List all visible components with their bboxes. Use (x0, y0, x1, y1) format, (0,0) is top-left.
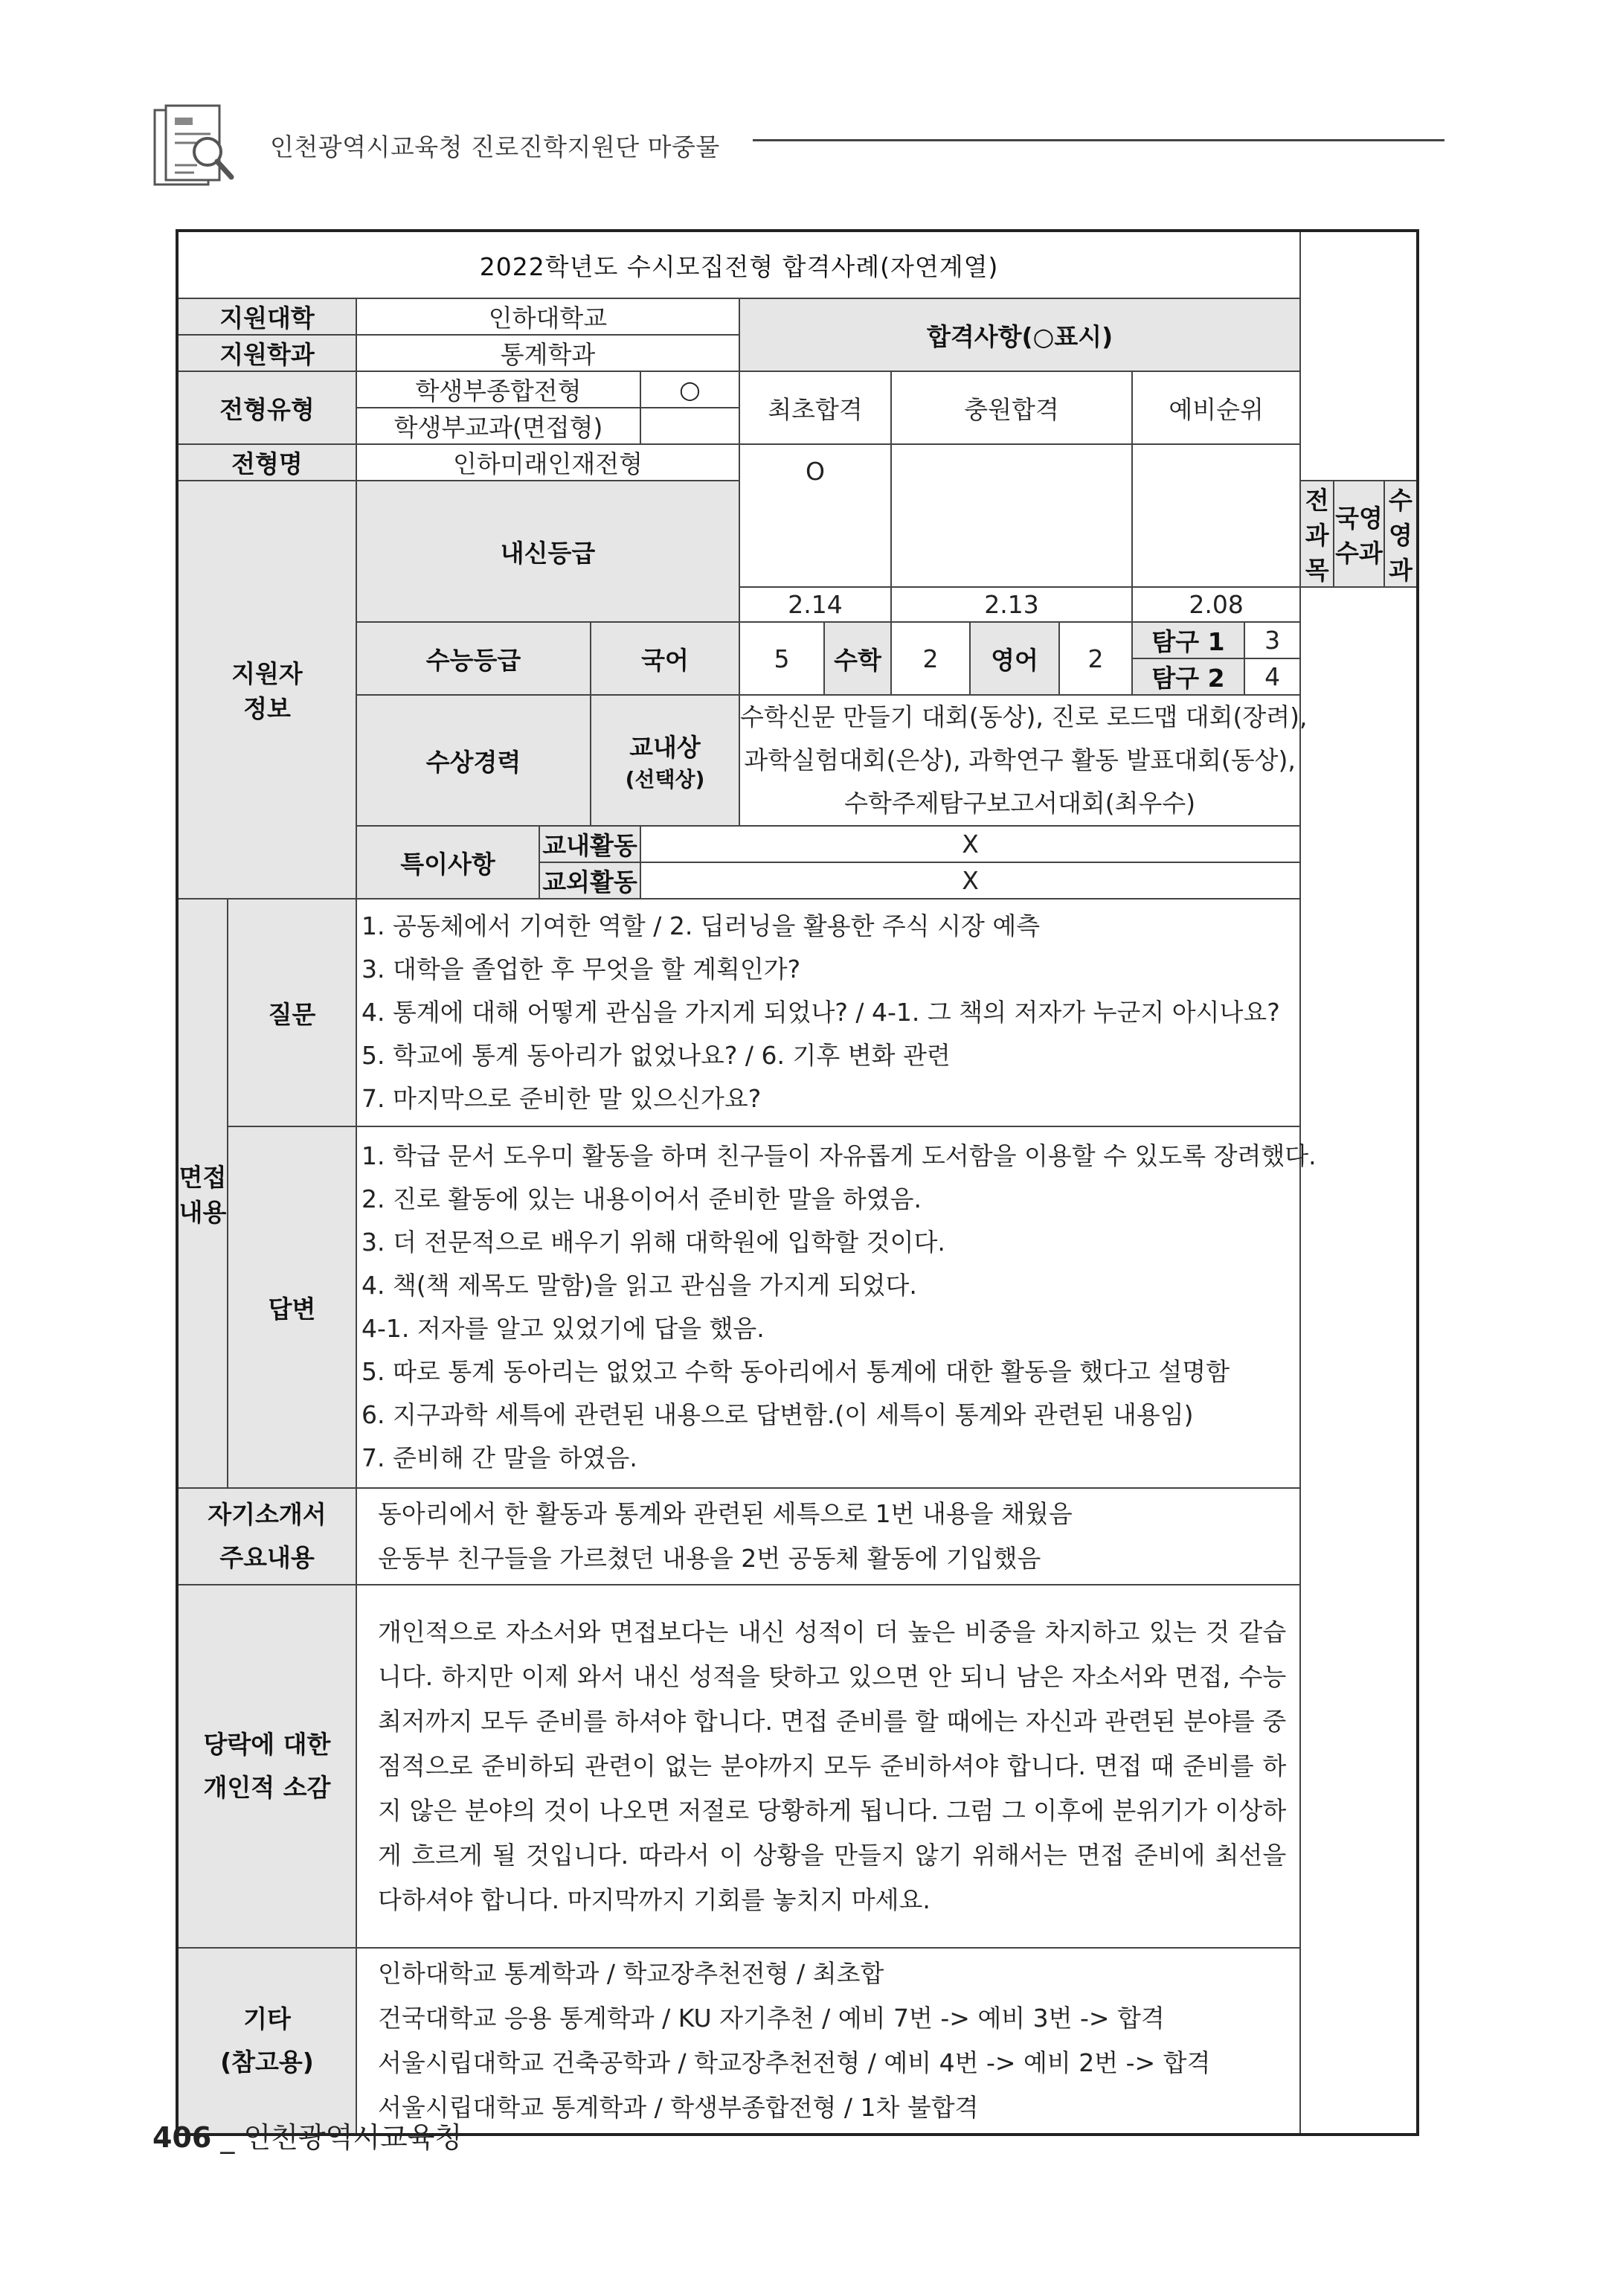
gpa-value-mes: 2.08 (1132, 587, 1300, 622)
in-school-label: 교내활동 (539, 826, 640, 862)
question-item: 4. 통계에 대해 어떻게 관심을 가지게 되었나? / 4-1. 그 책의 저자가 누군지 아시나요? (361, 998, 1280, 1027)
page-footer (152, 2114, 462, 2155)
footer-separator: _ (220, 2121, 235, 2154)
other-line: 인하대학교 통계학과 / 학교장추천전형 / 최초합 (378, 1959, 884, 1988)
other-line: 서울시립대학교 통계학과 / 학생부종합전형 / 1차 불합격 (378, 2093, 979, 2122)
answer-item: 4. 책(책 제목도 말함)을 읽고 관심을 가지게 되었다. (361, 1271, 917, 1300)
answer-item: 3. 더 전문적으로 배우기 위해 대학원에 입학할 것이다. (361, 1228, 945, 1257)
korean-value: 5 (739, 622, 824, 695)
document-title: 2022학년도 수시모집전형 합격사례(자연계열) (177, 231, 1300, 298)
question-item: 3. 대학을 졸업한 후 무엇을 할 계획인가? (361, 955, 801, 984)
result-col-waitlist: 예비순위 (1132, 371, 1300, 444)
other-label-line1: 기타 (243, 2004, 291, 2033)
univ-label: 지원대학 (177, 298, 356, 335)
dept-label: 지원학과 (177, 335, 356, 371)
opinion-label-line1: 당락에 대한 (203, 1730, 331, 1759)
answer-item: 4-1. 저자를 알고 있었기에 답을 했음. (361, 1314, 765, 1343)
self-intro-label-line1: 자기소개서 (208, 1500, 327, 1529)
self-intro-label-line2: 주요내용 (219, 1543, 315, 1572)
inquiry2-label: 탐구 2 (1132, 658, 1244, 695)
english-value: 2 (1059, 622, 1132, 695)
answer-item: 2. 진로 활동에 있는 내용이어서 준비한 말을 하였음. (361, 1184, 922, 1213)
self-intro-label (177, 1488, 356, 1585)
other-label-line2: (참고용) (220, 2048, 314, 2077)
interview-label-line1: 면접 (179, 1163, 227, 1192)
document-search-icon (152, 104, 238, 187)
answer-item: 1. 학급 문서 도우미 활동을 하며 친구들이 자유롭게 도서함을 이용할 수 있도록 장려했다. (361, 1141, 1317, 1170)
award-sub1: 교내상 (629, 732, 701, 762)
answer-label: 답변 (228, 1126, 356, 1488)
question-item: 5. 학교에 통계 동아리가 없었나요? / 6. 기후 변화 관련 (361, 1041, 951, 1070)
header-title: 인천광역시교육청 진로진학지원단 마중물 (270, 132, 720, 161)
dept-value: 통계학과 (356, 335, 739, 371)
univ-value: 인하대학교 (356, 298, 739, 335)
result-value-initial: O (739, 444, 891, 587)
page-number: 406 (152, 2121, 212, 2154)
question-label: 질문 (228, 899, 356, 1126)
award-list (739, 695, 1308, 826)
gpa-value-all: 2.14 (739, 587, 891, 622)
interview-label (177, 899, 228, 1488)
result-col-additional: 충원합격 (891, 371, 1132, 444)
type-option-label: 학생부종합전형 (356, 371, 640, 408)
inquiry2-value: 4 (1244, 658, 1300, 695)
english-label: 영어 (970, 622, 1059, 695)
answer-item: 5. 따로 통계 동아리는 없었고 수학 동아리에서 통계에 대한 활동을 했다고 설명함 (361, 1357, 1230, 1386)
special-label: 특이사항 (356, 826, 539, 899)
result-col-initial: 최초합격 (739, 371, 891, 444)
question-item: 7. 마지막으로 준비한 말 있으신가요? (361, 1084, 762, 1113)
result-value-additional (891, 444, 1132, 587)
answer-list (356, 1126, 1317, 1488)
result-value-waitlist (1132, 444, 1300, 587)
question-item: 1. 공동체에서 기여한 역할 / 2. 딥러닝을 활용한 주식 시장 예측 (361, 911, 1041, 940)
gpa-header-all: 전과목 (1300, 481, 1334, 587)
out-school-value: X (640, 862, 1300, 899)
answer-item: 6. 지구과학 세특에 관련된 내용으로 답변함.(이 세특이 통계와 관련된 내용임) (361, 1400, 1194, 1429)
interview-label-line2: 내용 (179, 1198, 227, 1227)
other-line: 서울시립대학교 건축공학과 / 학교장추천전형 / 예비 4번 -> 예비 2번 -> 합격 (378, 2048, 1211, 2077)
math-value: 2 (891, 622, 970, 695)
award-sub2: (선택상) (625, 766, 705, 792)
opinion-text: 개인적으로 자소서와 면접보다는 내신 성적이 더 높은 비중을 차지하고 있는 것 같습니다. 하지만 이제 와서 내신 성적을 탓하고 있으면 안 되니 남은 자소서와 면접, 수능 최저까지 모두 준비를 하셔야 합니다. 면접 준비를 할 때에는 자신과 관련된 분야를 중점적으로 준비하되 관련이 없는 분야까지 모두 준비하셔야 합니다. 면접 때 준비를 하지 않은 분야의 것이 나오면 저절로 당황하게 됩니다. 그럼 그 이후에 분위기가 이상하게 흐르게 될 것입니다. 따라서 이 상황을 만들지 않기 위해서는 면접 준비에 최선을 다하셔야 합니다. 마지막까지 기회를 놓치지 마세요. (356, 1585, 1300, 1948)
gpa-value-kems: 2.13 (891, 587, 1132, 622)
in-school-value: X (640, 826, 1300, 862)
gpa-header-mes: 수영과 (1384, 481, 1418, 587)
name-label: 전형명 (177, 444, 356, 481)
gpa-label: 내신등급 (356, 481, 739, 622)
result-header: 합격사항(○표시) (739, 298, 1300, 371)
footer-org: 인천광역시교육청 (243, 2121, 463, 2154)
admission-case-table (176, 229, 1419, 2136)
award-label: 수상경력 (356, 695, 591, 826)
gpa-header-kems: 국영수과 (1334, 481, 1384, 587)
applicant-label-line2: 정보 (243, 694, 291, 723)
award-category (591, 695, 739, 826)
other-label (177, 1948, 356, 2135)
award-line: 과학실험대회(은상), 과학연구 활동 발표대회(동상), (744, 745, 1296, 775)
question-list (356, 899, 1300, 1126)
type-option-label: 학생부교과(면접형) (356, 408, 640, 444)
inquiry1-value: 3 (1244, 622, 1300, 658)
header-divider (753, 139, 1444, 141)
self-intro-line: 동아리에서 한 활동과 통계와 관련된 세특으로 1번 내용을 채웠음 (378, 1499, 1073, 1528)
award-line: 수학신문 만들기 대회(동상), 진로 로드맵 대회(장려), (740, 702, 1308, 731)
other-content (356, 1948, 1300, 2135)
inquiry1-label: 탐구 1 (1132, 622, 1244, 658)
applicant-info-label (177, 481, 356, 899)
award-line: 수학주제탐구보고서대회(최우수) (844, 789, 1196, 818)
opinion-label (177, 1585, 356, 1948)
self-intro-content (356, 1488, 1300, 1585)
math-label: 수학 (824, 622, 891, 695)
korean-label: 국어 (591, 622, 739, 695)
answer-item: 7. 준비해 간 말을 하였음. (361, 1443, 637, 1472)
type-option-mark (640, 408, 739, 444)
other-line: 건국대학교 응용 통계학과 / KU 자기추천 / 예비 7번 -> 예비 3번 -> 합격 (378, 2004, 1165, 2033)
applicant-label-line1: 지원자 (231, 659, 303, 688)
name-value: 인하미래인재전형 (356, 444, 739, 481)
type-option-mark: ○ (640, 371, 739, 408)
out-school-label: 교외활동 (539, 862, 640, 899)
csat-label: 수능등급 (356, 622, 591, 695)
self-intro-line: 운동부 친구들을 가르쳤던 내용을 2번 공동체 활동에 기입했음 (378, 1544, 1041, 1573)
opinion-label-line2: 개인적 소감 (203, 1773, 331, 1802)
type-label: 전형유형 (177, 371, 356, 444)
